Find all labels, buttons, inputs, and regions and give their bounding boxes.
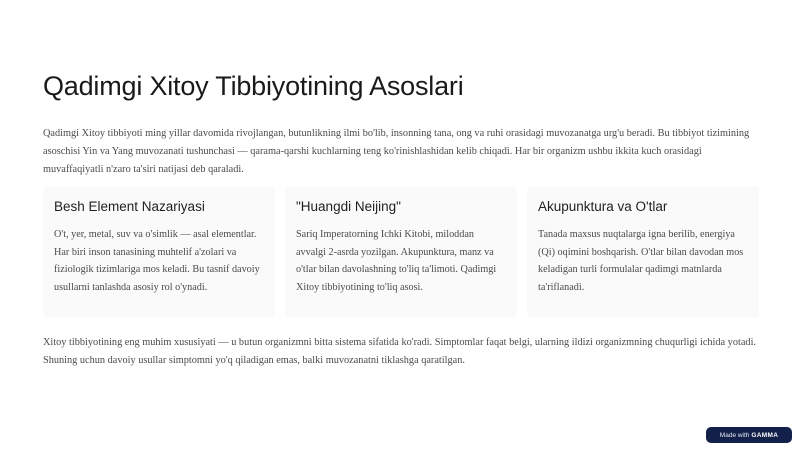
card-title: "Huangdi Neijing" bbox=[296, 199, 401, 214]
card-body: O't, yer, metal, suv va o'simlik — asal elementlar. Har biri inson tanasining muhtelif a'zolari va fiziologik tizimlariga mos keladi. Bu tasnif davoiy usullarni tanlashda asosiy rol o'ynadi. bbox=[54, 229, 260, 293]
intro-paragraph: Qadimgi Xitoy tibbiyoti ming yillar davomida rivojlangan, butunlikning ilmi bo'lib, insonning tana, ong va ruhi orasidagi muvozanatga urg'u beradi. Bu tibbiyot tizimining asoschisi Yin va Yang muvozanati tushunchasi — qarama-qarshi kuchlarning teng ko'rinishlashidan kelib chiqadi. Har bir organizm ushbu ikkita kuch orasidagi muvaffaqiyatli n'zaro ta'siri natijasi deb qaraladi. bbox=[43, 128, 750, 175]
card-body: Sariq Imperatorning Ichki Kitobi, miloddan avvalgi 2-asrda yozilgan. Akupunktura, manz va o'tlar bilan davolashning to'liq ta'limoti. Qadimgi Xitoy tibbiyotining to'liq asosi. bbox=[296, 229, 497, 293]
badge-prefix: Made with bbox=[719, 431, 750, 439]
slide-title: Qadimgi Xitoy Tibbiyotining Asoslari bbox=[43, 71, 464, 101]
card-row bbox=[43, 186, 759, 318]
badge-brand: GAMMA bbox=[751, 431, 779, 439]
card-title: Akupunktura va O'tlar bbox=[538, 199, 668, 214]
card-huangdi-neijing bbox=[285, 186, 517, 318]
made-with-gamma-badge[interactable] bbox=[706, 427, 792, 443]
card-body: Tanada maxsus nuqtalarga igna berilib, energiya (Qi) oqimini boshqarish. O'tlar bilan davodan mos keladigan turli formulalar qadimgi matnlarda ta'riflanadi. bbox=[538, 229, 744, 293]
card-acupuncture-herbs bbox=[527, 186, 759, 318]
outro-paragraph: Xitoy tibbiyotining eng muhim xususiyati — u butun organizmni bitta sistema sifatida ko'radi. Simptomlar faqat belgi, ularning ildizi organizmning chuqurligi ichida yotadi. Shuning uchun davoiy usullar simptomni yo'q qiladigan emas, balki muvozanatni tiklashga qaratilgan. bbox=[43, 337, 756, 366]
card-five-elements bbox=[43, 186, 275, 318]
card-title: Besh Element Nazariyasi bbox=[54, 199, 205, 214]
